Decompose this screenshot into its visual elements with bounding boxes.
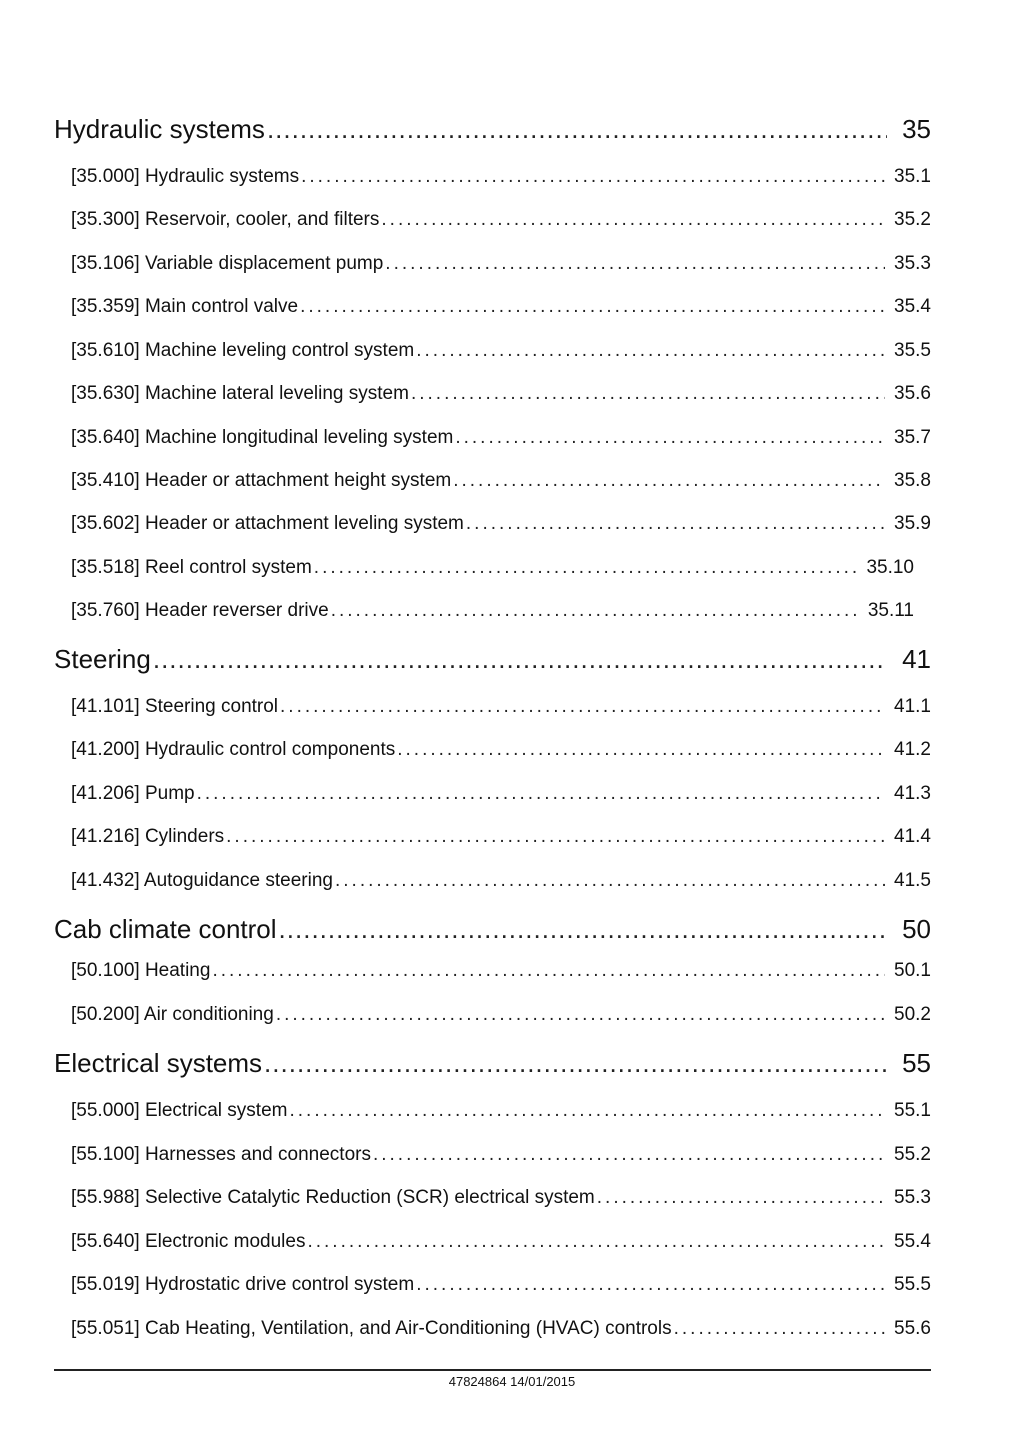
entry-label: [35.640] Machine longitudinal leveling system: [71, 427, 454, 448]
entry-page-number: 35.3: [894, 253, 931, 274]
entry-label: [35.760] Header reverser drive: [71, 600, 329, 621]
toc-entry[interactable]: [71, 599, 914, 623]
entry-label: [50.200] Air conditioning: [71, 1004, 274, 1025]
dot-leader: [597, 1186, 885, 1210]
toc-entry[interactable]: [71, 295, 931, 319]
toc-entry[interactable]: [71, 556, 914, 580]
toc-entry[interactable]: [71, 695, 931, 719]
toc-entry[interactable]: [71, 1186, 931, 1210]
entry-label: [50.100] Heating: [71, 960, 211, 981]
toc-entry[interactable]: [71, 1143, 931, 1167]
entry-label: [35.106] Variable displacement pump: [71, 253, 384, 274]
toc-entry[interactable]: [71, 738, 931, 762]
toc-entry[interactable]: [71, 1230, 931, 1254]
dot-leader: [373, 1143, 885, 1167]
toc-entry[interactable]: [71, 1003, 931, 1027]
dot-leader: [411, 382, 885, 406]
entry-label: [35.300] Reservoir, cooler, and filters: [71, 209, 380, 230]
toc-entry[interactable]: [71, 782, 931, 806]
entry-label: [35.410] Header or attachment height system: [71, 470, 452, 491]
entry-label: [55.000] Electrical system: [71, 1100, 288, 1121]
entry-label: [35.359] Main control valve: [71, 296, 299, 317]
entry-label: [35.610] Machine leveling control system: [71, 340, 415, 361]
toc-section-cab-climate-control[interactable]: [54, 914, 931, 944]
dot-leader: [280, 695, 885, 719]
toc-entry[interactable]: [71, 208, 931, 232]
entry-page-number: 35.6: [894, 383, 931, 404]
toc-entry[interactable]: [71, 165, 931, 189]
section-title: Hydraulic systems: [54, 114, 265, 144]
entry-label: [55.100] Harnesses and connectors: [71, 1144, 371, 1165]
entry-label: [55.019] Hydrostatic drive control system: [71, 1274, 415, 1295]
footer-divider: [54, 1369, 931, 1371]
entry-label: [41.200] Hydraulic control components: [71, 739, 396, 760]
footer-doc-info: 47824864 14/01/2015: [448, 1374, 576, 1389]
entry-label: [35.630] Machine lateral leveling system: [71, 383, 409, 404]
entry-page-number: 35.8: [894, 470, 931, 491]
entry-page-number: 55.5: [894, 1274, 931, 1295]
entry-label: [41.432] Autoguidance steering: [71, 870, 333, 891]
dot-leader: [416, 1273, 885, 1297]
toc-entry[interactable]: [71, 1099, 931, 1123]
toc-entry[interactable]: [71, 869, 931, 893]
toc-entry[interactable]: [71, 469, 931, 493]
entry-label: [55.988] Selective Catalytic Reduction (SCR) electrical system: [71, 1187, 595, 1208]
section-title: Cab climate control: [54, 914, 277, 944]
dot-leader: [197, 782, 885, 806]
entry-label: [35.602] Header or attachment leveling system: [71, 513, 464, 534]
entry-label: [55.640] Electronic modules: [71, 1231, 306, 1252]
entry-page-number: 35.10: [866, 557, 914, 578]
toc-section-electrical-systems[interactable]: [54, 1048, 931, 1078]
entry-page-number: 41.2: [894, 739, 931, 760]
dot-leader: [307, 1230, 885, 1254]
toc-entry[interactable]: [71, 426, 931, 450]
toc-entry[interactable]: [71, 339, 931, 363]
toc-entry[interactable]: [71, 252, 931, 276]
entry-page-number: 35.9: [894, 513, 931, 534]
section-page-number: 41: [902, 644, 931, 674]
entry-page-number: 55.4: [894, 1231, 931, 1252]
toc-section-steering[interactable]: [54, 644, 931, 674]
dot-leader: [466, 512, 885, 536]
dot-leader: [674, 1317, 885, 1341]
dot-leader: [267, 114, 887, 144]
entry-page-number: 55.1: [894, 1100, 931, 1121]
dot-leader: [153, 644, 887, 674]
section-title: Electrical systems: [54, 1048, 263, 1078]
entry-page-number: 35.11: [867, 600, 914, 621]
dot-leader: [416, 339, 885, 363]
entry-page-number: 50.2: [894, 1004, 931, 1025]
dot-leader: [381, 208, 885, 232]
entry-label: [41.101] Steering control: [71, 696, 279, 717]
dot-leader: [331, 599, 862, 623]
entry-page-number: 35.4: [894, 296, 931, 317]
entry-page-number: 50.1: [894, 960, 931, 981]
entry-page-number: 41.5: [894, 870, 931, 891]
entry-page-number: 35.5: [894, 340, 931, 361]
entry-label: [35.518] Reel control system: [71, 557, 312, 578]
dot-leader: [212, 959, 885, 983]
section-page-number: 55: [902, 1048, 931, 1078]
dot-leader: [397, 738, 885, 762]
dot-leader: [335, 869, 885, 893]
dot-leader: [264, 1048, 887, 1078]
entry-page-number: 41.4: [894, 826, 931, 847]
entry-page-number: 35.1: [894, 166, 931, 187]
dot-leader: [385, 252, 885, 276]
section-page-number: 35: [902, 114, 931, 144]
entry-page-number: 41.3: [894, 783, 931, 804]
dot-leader: [276, 1003, 885, 1027]
dot-leader: [300, 295, 885, 319]
dot-leader: [226, 825, 885, 849]
toc-entry[interactable]: [71, 825, 931, 849]
section-page-number: 50: [902, 914, 931, 944]
toc-entry[interactable]: [71, 959, 931, 983]
entry-page-number: 35.2: [894, 209, 931, 230]
entry-page-number: 55.3: [894, 1187, 931, 1208]
entry-page-number: 41.1: [894, 696, 931, 717]
entry-page-number: 55.6: [894, 1318, 931, 1339]
entry-label: [35.000] Hydraulic systems: [71, 166, 300, 187]
dot-leader: [455, 426, 885, 450]
dot-leader: [314, 556, 861, 580]
entry-label: [41.216] Cylinders: [71, 826, 225, 847]
entry-label: [55.051] Cab Heating, Ventilation, and Air-Conditioning (HVAC) controls: [71, 1318, 672, 1339]
entry-label: [41.206] Pump: [71, 783, 195, 804]
toc-entry[interactable]: [71, 1317, 931, 1341]
toc-entry[interactable]: [71, 512, 931, 536]
toc-entry[interactable]: [71, 382, 931, 406]
dot-leader: [279, 914, 887, 944]
toc-entry[interactable]: [71, 1273, 931, 1297]
toc-section-hydraulic-systems[interactable]: [54, 114, 931, 144]
dot-leader: [301, 165, 885, 189]
entry-page-number: 35.7: [894, 427, 931, 448]
dot-leader: [289, 1099, 885, 1123]
section-title: Steering: [54, 644, 151, 674]
entry-page-number: 55.2: [894, 1144, 931, 1165]
dot-leader: [453, 469, 885, 493]
